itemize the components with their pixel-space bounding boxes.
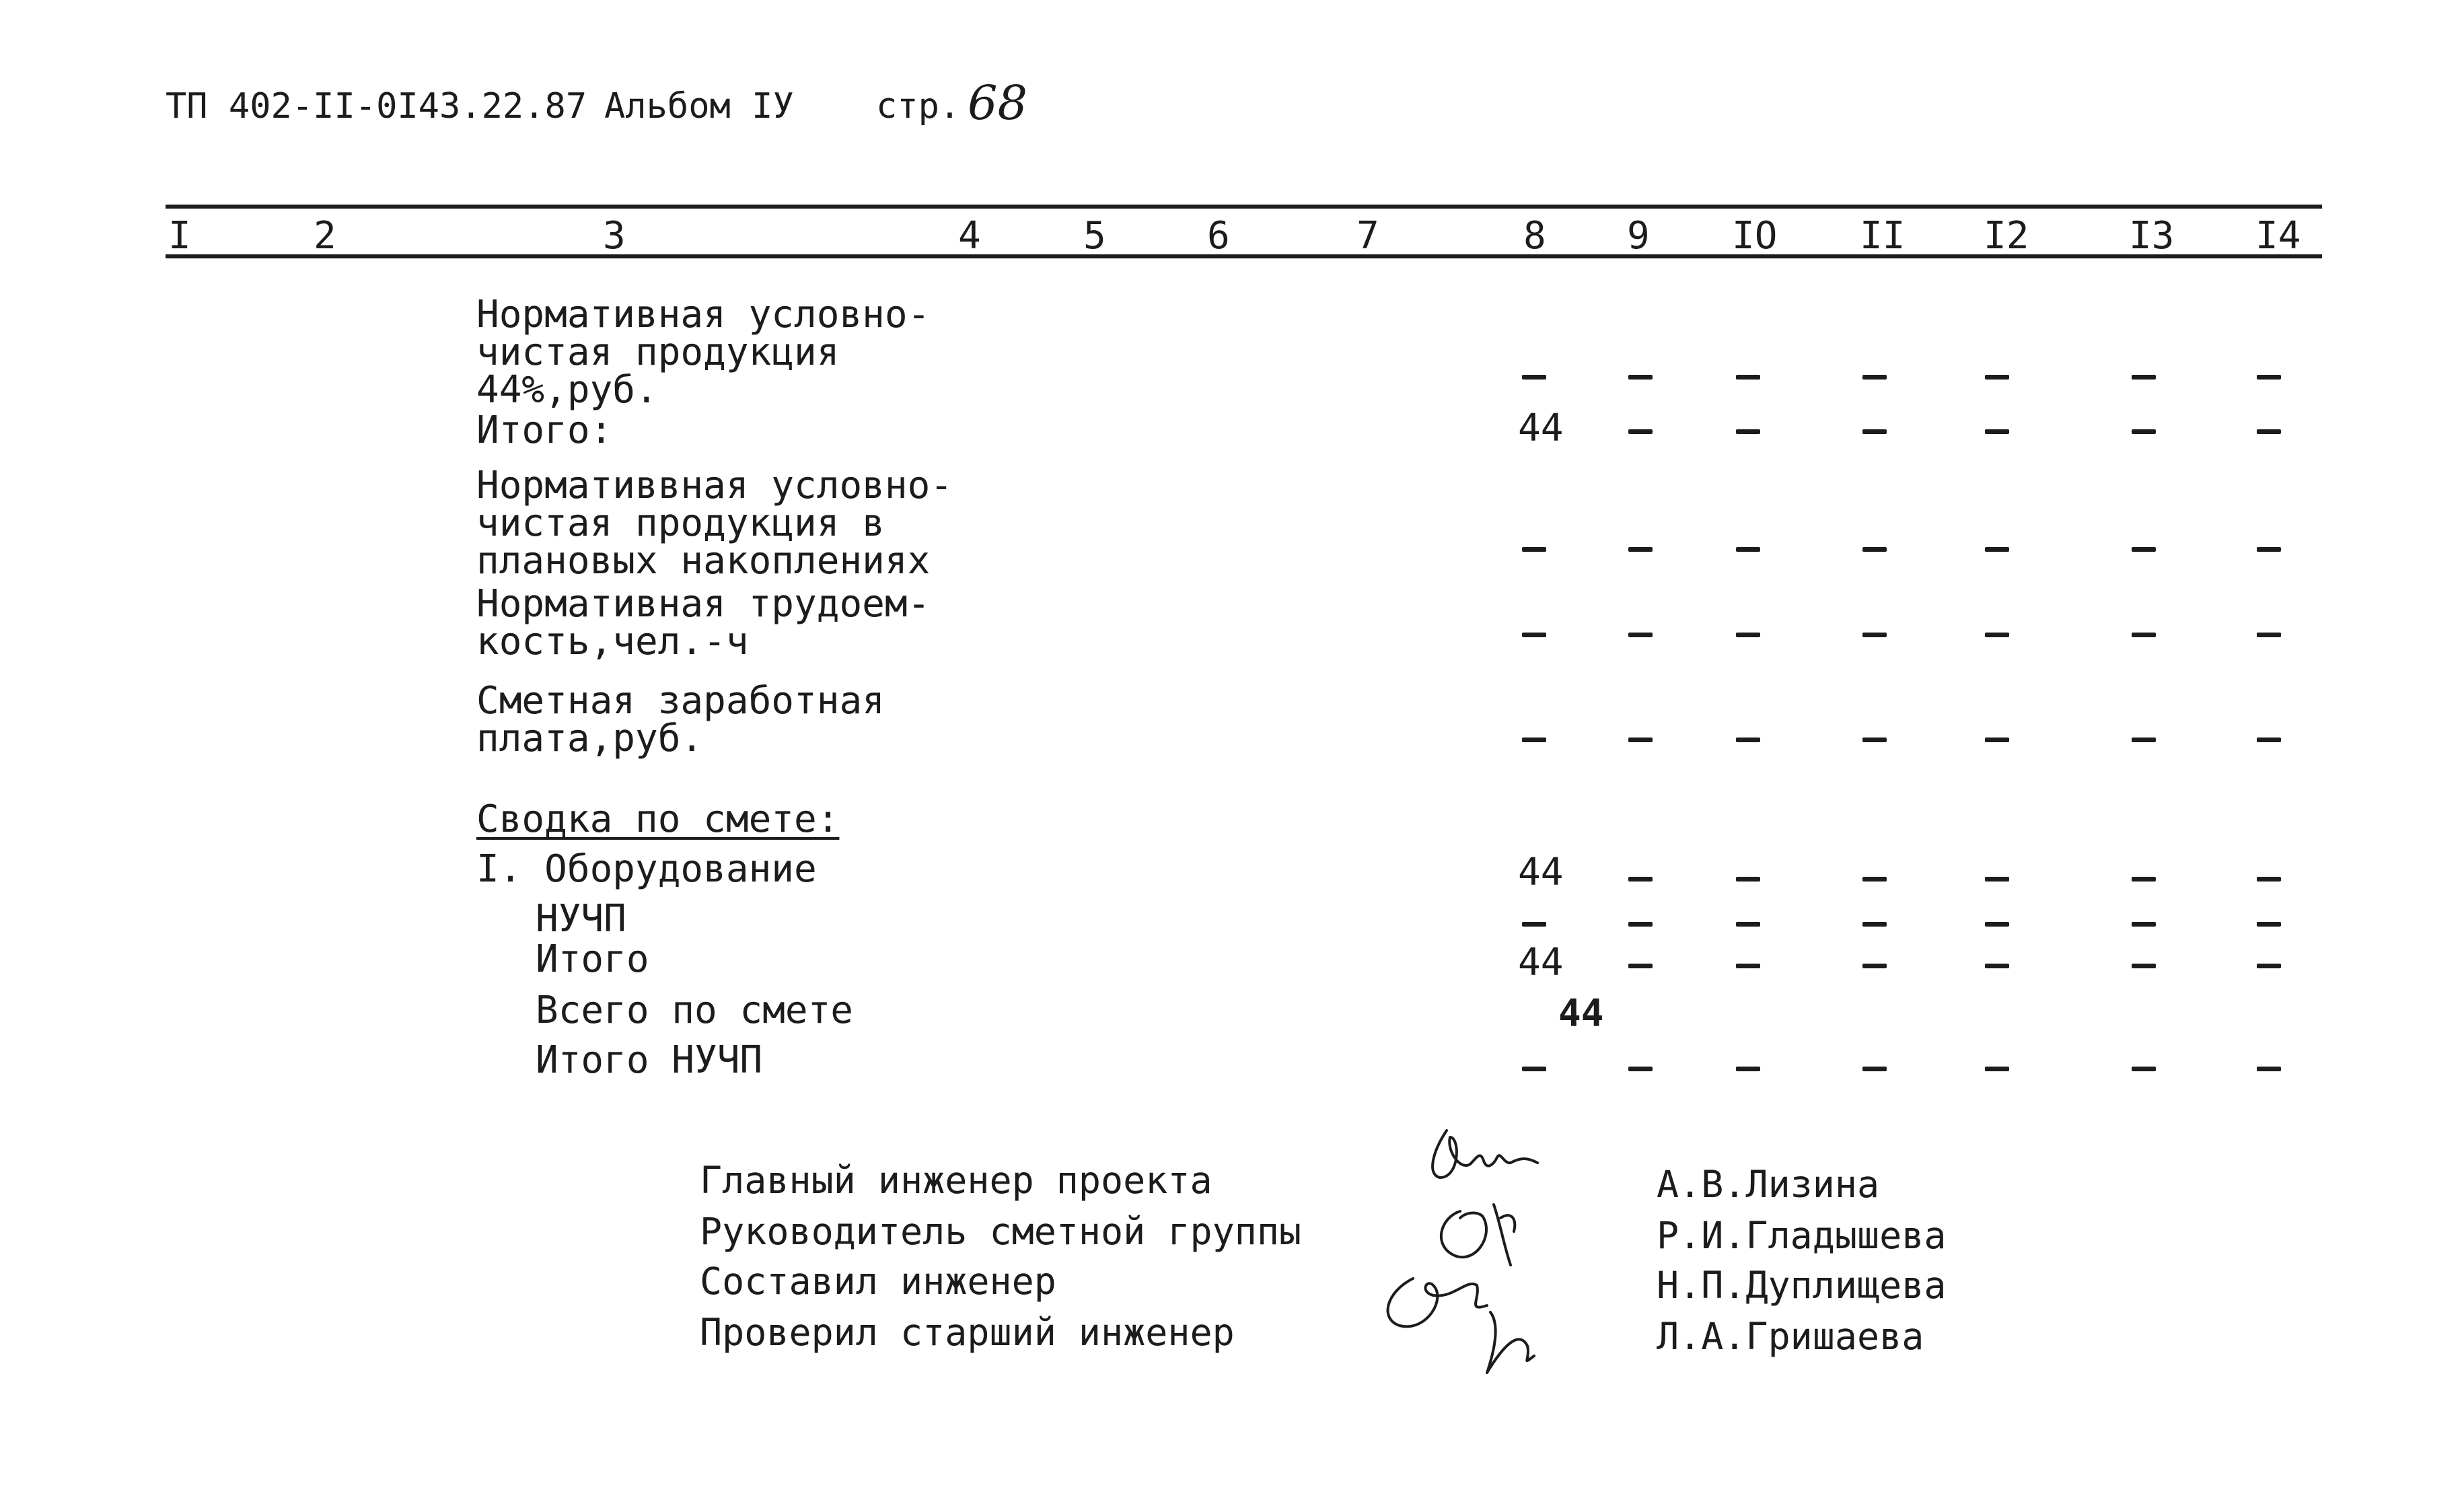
col-number-7: 7 <box>1356 214 1379 258</box>
cell-subtotal-col8: 44 <box>1518 941 1564 984</box>
dash-mark <box>1985 375 2009 380</box>
dash-mark <box>1862 1067 1887 1071</box>
row-label-equipment: I. Оборудование <box>476 847 817 891</box>
dash-mark <box>1862 375 1887 380</box>
dash-mark <box>2257 429 2281 434</box>
row-label-normative-net-product-planned: Нормативвная условно- чистая продукция в плановых накоплениях <box>476 464 953 583</box>
col-number-9: 9 <box>1627 214 1650 258</box>
name-lizina: А.В.Лизина <box>1657 1163 1880 1206</box>
dash-mark <box>1522 922 1546 927</box>
dash-mark <box>1522 633 1546 637</box>
dash-mark <box>1736 547 1760 552</box>
dash-mark <box>1862 738 1887 742</box>
dash-mark <box>1628 429 1653 434</box>
dash-mark <box>1985 964 2009 968</box>
col-number-12: I2 <box>1984 214 2029 258</box>
dash-mark <box>2132 964 2156 968</box>
row-label-total-nuchp: Итого НУЧП <box>536 1038 763 1082</box>
col-number-3: 3 <box>603 214 626 258</box>
dash-mark <box>1736 877 1760 882</box>
dash-mark <box>2132 877 2156 882</box>
page-number: 68 <box>968 75 1028 131</box>
dash-mark <box>1736 922 1760 927</box>
dash-mark <box>1985 547 2009 552</box>
dash-mark <box>2257 1067 2281 1071</box>
dash-mark <box>2257 375 2281 380</box>
col-number-1: I <box>168 214 191 258</box>
dash-mark <box>1628 375 1653 380</box>
section-heading-estimate-summary: Сводка по смете: <box>476 797 840 841</box>
dash-mark <box>1736 633 1760 637</box>
dash-mark <box>2132 922 2156 927</box>
dash-mark <box>1522 738 1546 742</box>
dash-mark <box>2132 375 2156 380</box>
dash-mark <box>1862 547 1887 552</box>
name-gladysheva: Р.И.Гладышева <box>1657 1214 1947 1257</box>
role-compiled-engineer: Составил инженер <box>700 1260 1056 1303</box>
dash-mark <box>1628 1067 1653 1071</box>
dash-mark <box>1985 922 2009 927</box>
dash-mark <box>2132 1067 2156 1071</box>
dash-mark <box>2132 547 2156 552</box>
dash-mark <box>1985 633 2009 637</box>
page-label: стр. <box>876 86 961 127</box>
dash-mark <box>1736 964 1760 968</box>
table-top-rule <box>166 205 2322 209</box>
role-checked-senior-engineer: Проверил старший инженер <box>700 1311 1235 1354</box>
dash-mark <box>2257 922 2281 927</box>
dash-mark <box>1628 877 1653 882</box>
dash-mark <box>1628 547 1653 552</box>
dash-mark <box>1522 375 1546 380</box>
role-estimate-group-head: Руководитель сметной группы <box>700 1210 1302 1253</box>
col-number-11: II <box>1860 214 1906 258</box>
dash-mark <box>1736 375 1760 380</box>
dash-mark <box>1628 633 1653 637</box>
dash-mark <box>2257 633 2281 637</box>
role-chief-engineer: Главный инженер проекта <box>700 1159 1212 1202</box>
document-code: ТП 402-II-0I43.22.87 <box>166 86 587 127</box>
row-label-subtotal: Итого <box>536 937 649 981</box>
dash-mark <box>2257 738 2281 742</box>
col-number-6: 6 <box>1207 214 1230 258</box>
col-number-10: IO <box>1732 214 1778 258</box>
dash-mark <box>1736 429 1760 434</box>
dash-mark <box>1862 922 1887 927</box>
cell-grand-total-col8: 44 <box>1558 992 1604 1036</box>
row-label-grand-total: Всего по смете <box>536 988 854 1032</box>
name-grishaeva: Л.А.Гришаева <box>1657 1315 1924 1358</box>
handwritten-signatures <box>1359 1110 1628 1400</box>
dash-mark <box>2257 547 2281 552</box>
dash-mark <box>1985 429 2009 434</box>
col-number-5: 5 <box>1083 214 1106 258</box>
dash-mark <box>1862 633 1887 637</box>
dash-mark <box>1985 738 2009 742</box>
dash-mark <box>1522 547 1546 552</box>
col-number-14: I4 <box>2255 214 2301 258</box>
name-duplishcheva: Н.П.Дуплищева <box>1657 1264 1947 1307</box>
row-label-estimated-wages: Сметная заработная плата,руб. <box>476 679 885 760</box>
dash-mark <box>1522 1067 1546 1071</box>
dash-mark <box>1628 922 1653 927</box>
dash-mark <box>1736 738 1760 742</box>
album-label: Альбом IУ <box>604 86 794 127</box>
col-number-8: 8 <box>1523 214 1546 258</box>
row-label-nuchp: НУЧП <box>536 897 626 941</box>
cell-total-col8: 44 <box>1518 406 1564 450</box>
row-label-total: Итого: <box>476 408 613 452</box>
dash-mark <box>1985 1067 2009 1071</box>
cell-equipment-col8: 44 <box>1518 851 1564 894</box>
dash-mark <box>1862 964 1887 968</box>
col-number-2: 2 <box>314 214 336 258</box>
dash-mark <box>1862 877 1887 882</box>
dash-mark <box>1862 429 1887 434</box>
col-number-13: I3 <box>2129 214 2175 258</box>
dash-mark <box>2132 633 2156 637</box>
row-label-normative-net-product-44: Нормативная условно- чистая продукция 44%,руб. <box>476 293 931 412</box>
dash-mark <box>2132 738 2156 742</box>
row-label-normative-labor: Нормативная трудоем- кость,чел.-ч <box>476 582 931 663</box>
dash-mark <box>1985 877 2009 882</box>
dash-mark <box>1736 1067 1760 1071</box>
dash-mark <box>1628 964 1653 968</box>
dash-mark <box>2257 964 2281 968</box>
dash-mark <box>1628 738 1653 742</box>
dash-mark <box>2257 877 2281 882</box>
col-number-4: 4 <box>958 214 981 258</box>
dash-mark <box>2132 429 2156 434</box>
